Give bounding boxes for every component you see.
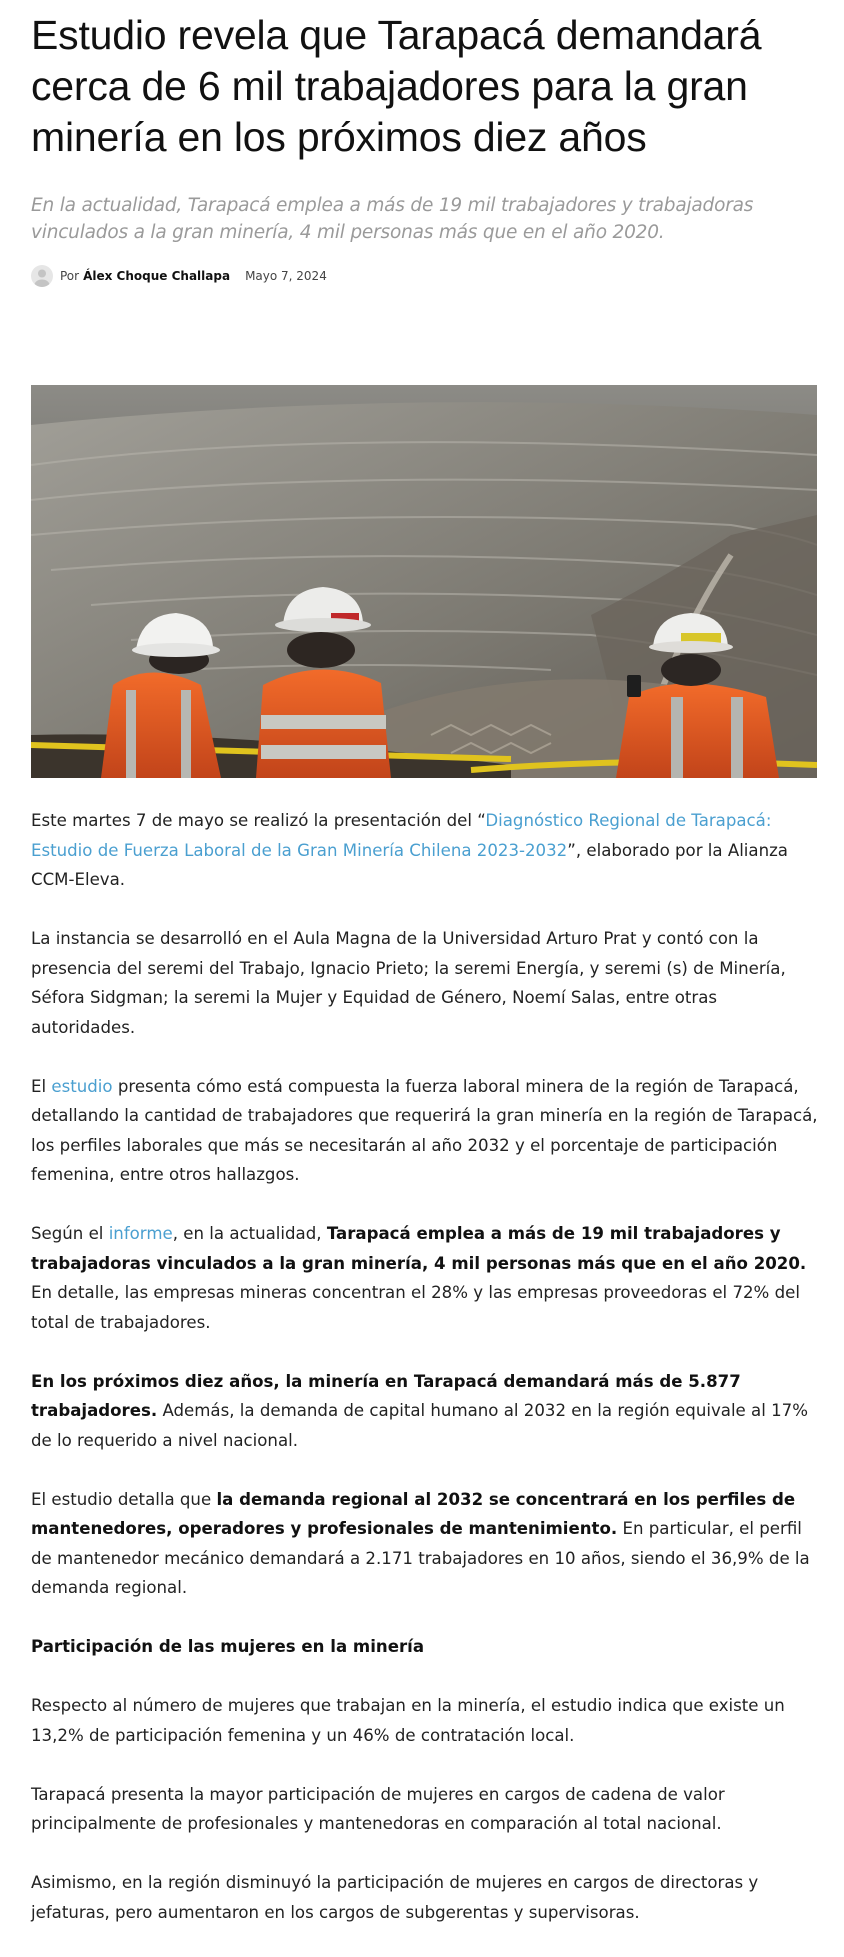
paragraph: Este martes 7 de mayo se realizó la presentación del “Diagnóstico Regional de Tarapacá: Estudio de Fuerza Laboral de la Gran Minería Chilena 2023-2032”, elaborado por la Alianza CCM-Eleva. <box>31 811 788 889</box>
author-avatar[interactable] <box>31 265 53 287</box>
mine-photo-illustration <box>31 385 817 778</box>
article <box>31 0 818 1922</box>
user-icon <box>31 265 53 287</box>
byline-prefix: Por <box>60 269 80 283</box>
diagnostico-link[interactable]: Diagnóstico Regional de Tarapacá: Estudio de Fuerza Laboral de la Gran Minería Chilena 2023-2032 <box>31 811 772 860</box>
paragraph: Respecto al número de mujeres que trabajan en la minería, el estudio indica que existe un 13,2% de participación femenina y un 46% de contratación local. <box>31 1696 785 1745</box>
paragraph: Asimismo, en la región disminuyó la participación de mujeres en cargos de directoras y jefaturas, pero aumentaron en los cargos de subgerentas y supervisoras. <box>31 1873 759 1922</box>
paragraph: El estudio detalla que la demanda regional al 2032 se concentrará en los perfiles de mantenedores, operadores y profesionales de mantenimiento. En particular, el perfil de mantenedor mecánico demandará a 2.171 trabajadores en 10 años, siendo el 36,9% de la demanda regional. <box>31 1489 810 1597</box>
informe-link[interactable]: informe <box>108 1224 173 1243</box>
article-title: Estudio revela que Tarapacá demandará cerca de 6 mil trabajadores para la gran minería en los próximos diez años <box>31 12 762 160</box>
paragraph: La instancia se desarrolló en el Aula Magna de la Universidad Arturo Prat y contó con la presencia del seremi del Trabajo, Ignacio Prieto; la seremi Energía, y seremi (s) de Minería, Séfora Sidgman; la seremi la Mujer y Equidad de Género, Noemí Salas, entre otras autoridades. <box>31 929 786 1037</box>
article-subtitle: En la actualidad, Tarapacá emplea a más de 19 mil trabajadores y trabajadoras vinculados a la gran minería, 4 mil personas más que en el año 2020. <box>31 195 754 243</box>
paragraph: Tarapacá presenta la mayor participación de mujeres en cargos de cadena de valor principalmente de profesionales y mantenedoras en comparación al total nacional. <box>31 1784 725 1833</box>
article-body <box>31 806 821 1957</box>
paragraph: El estudio presenta cómo está compuesta la fuerza laboral minera de la región de Tarapacá, detallando la cantidad de trabajadores que requerirá la gran minería en la región de Tarapacá, los perfiles laborales que más se necesitarán al año 2032 y el porcentaje de participación femenina, entre otros hallazgos. <box>31 1076 818 1184</box>
publish-date: Mayo 7, 2024 <box>245 269 327 283</box>
section-heading: Participación de las mujeres en la minería <box>31 1637 425 1656</box>
hero-image <box>31 385 817 778</box>
paragraph: Según el informe, en la actualidad, Tarapacá emplea a más de 19 mil trabajadores y trabajadoras vinculados a la gran minería, 4 mil personas más que en el año 2020. En detalle, las empresas mineras concentran el 28% y las empresas proveedoras el 72% del total de trabajadores. <box>31 1224 807 1332</box>
estudio-link[interactable]: estudio <box>51 1076 113 1096</box>
author-link[interactable]: Álex Choque Challapa <box>83 269 231 283</box>
paragraph: En los próximos diez años, la minería en Tarapacá demandará más de 5.877 trabajadores. Además, la demanda de capital humano al 2032 en la región equivale al 17% de lo requerido a nivel nacional. <box>31 1371 808 1450</box>
article-meta <box>31 264 817 288</box>
